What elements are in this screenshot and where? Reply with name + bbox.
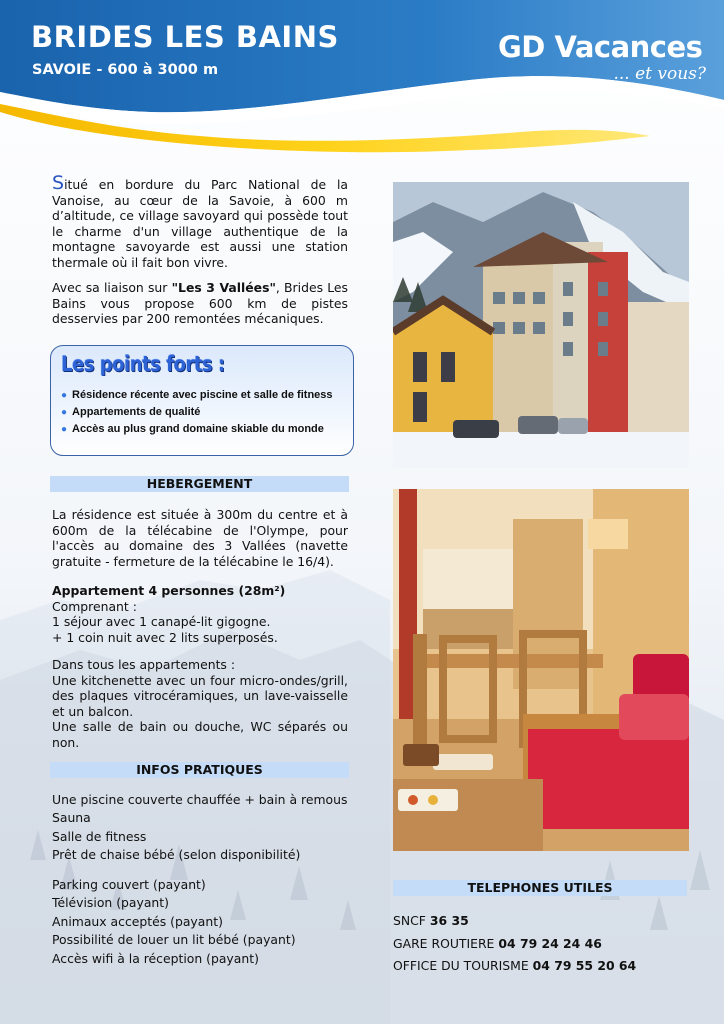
logo-tagline: ... et vous? bbox=[613, 64, 706, 84]
phone-entry bbox=[393, 955, 636, 978]
telephones-list bbox=[393, 910, 636, 978]
phone-number: 04 79 24 24 46 bbox=[498, 935, 602, 951]
page-title: BRIDES LES BAINS bbox=[31, 20, 339, 54]
points-forts-list bbox=[61, 387, 333, 438]
hebergement-paragraph: La résidence est située à 300m du centre et à 600m de la télécabine de l'Olympe, pour l'accès au domaine des 3 Vallées (navette gratuite - fermeture de la télécabine le 16/4). bbox=[52, 507, 348, 569]
page-subtitle: SAVOIE - 600 à 3000 m bbox=[32, 62, 219, 78]
section-heading-hebergement: HEBERGEMENT bbox=[50, 476, 349, 492]
phone-label: GARE ROUTIERE bbox=[393, 935, 495, 951]
phone-entry bbox=[393, 910, 636, 933]
appartement-title: Appartement 4 personnes (28m²) bbox=[52, 583, 286, 598]
liaison-text-after: , Brides Les Bains vous propose 600 km de pistes desservies par 200 remontées mécaniques. bbox=[52, 280, 348, 326]
section-heading-infos: INFOS PRATIQUES bbox=[50, 762, 349, 778]
bullet-icon: ● bbox=[61, 424, 68, 435]
list-item: Possibilité de louer un lit bébé (payant) bbox=[52, 932, 296, 948]
point-fort-text: Accès au plus grand domaine skiable du monde bbox=[72, 423, 324, 435]
list-item: Télévision (payant) bbox=[52, 895, 169, 911]
liaison-text-before: Avec sa liaison sur bbox=[52, 280, 172, 295]
infos-services-list bbox=[52, 791, 347, 865]
phone-number: 36 35 bbox=[429, 913, 469, 928]
bullet-icon: ● bbox=[61, 407, 68, 418]
list-item: Salle de fitness bbox=[52, 828, 147, 844]
point-fort-text: Résidence récente avec piscine et salle de fitness bbox=[72, 389, 333, 401]
point-fort-text: Appartements de qualité bbox=[72, 406, 201, 418]
list-item: Une piscine couverte chauffée + bain à remous bbox=[52, 792, 348, 807]
points-forts-title: Les points forts : bbox=[61, 352, 225, 376]
list-item: Prêt de chaise bébé (selon disponibilité) bbox=[52, 847, 301, 863]
list-item bbox=[61, 387, 333, 404]
logo-wordmark: GD Vacances bbox=[498, 30, 703, 64]
list-item: Parking couvert (payant) bbox=[52, 877, 206, 892]
kitchen-text: Une kitchenette avec un four micro-ondes/grill, des plaques vitrocéramiques, un lave-vaisselle et un balcon. bbox=[52, 672, 348, 719]
appartement-line: Comprenant : bbox=[52, 598, 137, 614]
section-heading-telephones: TELEPHONES UTILES bbox=[393, 880, 687, 896]
list-item: Accès wifi à la réception (payant) bbox=[52, 950, 259, 966]
list-item bbox=[61, 404, 333, 421]
liaison-paragraph bbox=[52, 280, 348, 327]
intro-paragraph bbox=[52, 172, 348, 270]
phone-label: SNCF bbox=[393, 913, 426, 928]
header-banner bbox=[0, 0, 724, 160]
infos-paid-services-list bbox=[52, 876, 296, 968]
appartement-block bbox=[52, 583, 348, 645]
list-item: Sauna bbox=[52, 810, 91, 826]
appartement-line: 1 séjour avec 1 canapé-lit gigogne. bbox=[52, 614, 271, 629]
phone-entry bbox=[393, 933, 636, 956]
gd-vacances-logo bbox=[498, 30, 710, 96]
list-item bbox=[61, 421, 333, 438]
points-forts-box bbox=[50, 345, 354, 456]
equipment-block bbox=[52, 657, 348, 719]
intro-dropcap: S bbox=[52, 172, 65, 194]
phone-number: 04 79 55 20 64 bbox=[532, 958, 637, 973]
intro-text: itué en bordure du Parc National de la Vanoise, au cœur de la Savoie, à 600 m d’altitude, ce village savoyard qui possède tout le charme d'un village authentique de la montagne savoyarde est aussi une station thermale où il fait bon vivre. bbox=[52, 177, 348, 270]
equipment-title: Dans tous les appartements : bbox=[52, 657, 235, 672]
residence-exterior-photo bbox=[393, 182, 689, 468]
bullet-icon: ● bbox=[61, 390, 68, 401]
bathroom-paragraph: Une salle de bain ou douche, WC séparés ou non. bbox=[52, 719, 348, 750]
appartement-line: + 1 coin nuit avec 2 lits superposés. bbox=[52, 629, 278, 645]
apartment-interior-photo bbox=[393, 489, 689, 851]
list-item: Animaux acceptés (payant) bbox=[52, 913, 223, 929]
liaison-highlight: "Les 3 Vallées" bbox=[171, 280, 276, 295]
phone-label: OFFICE DU TOURISME bbox=[393, 958, 529, 973]
